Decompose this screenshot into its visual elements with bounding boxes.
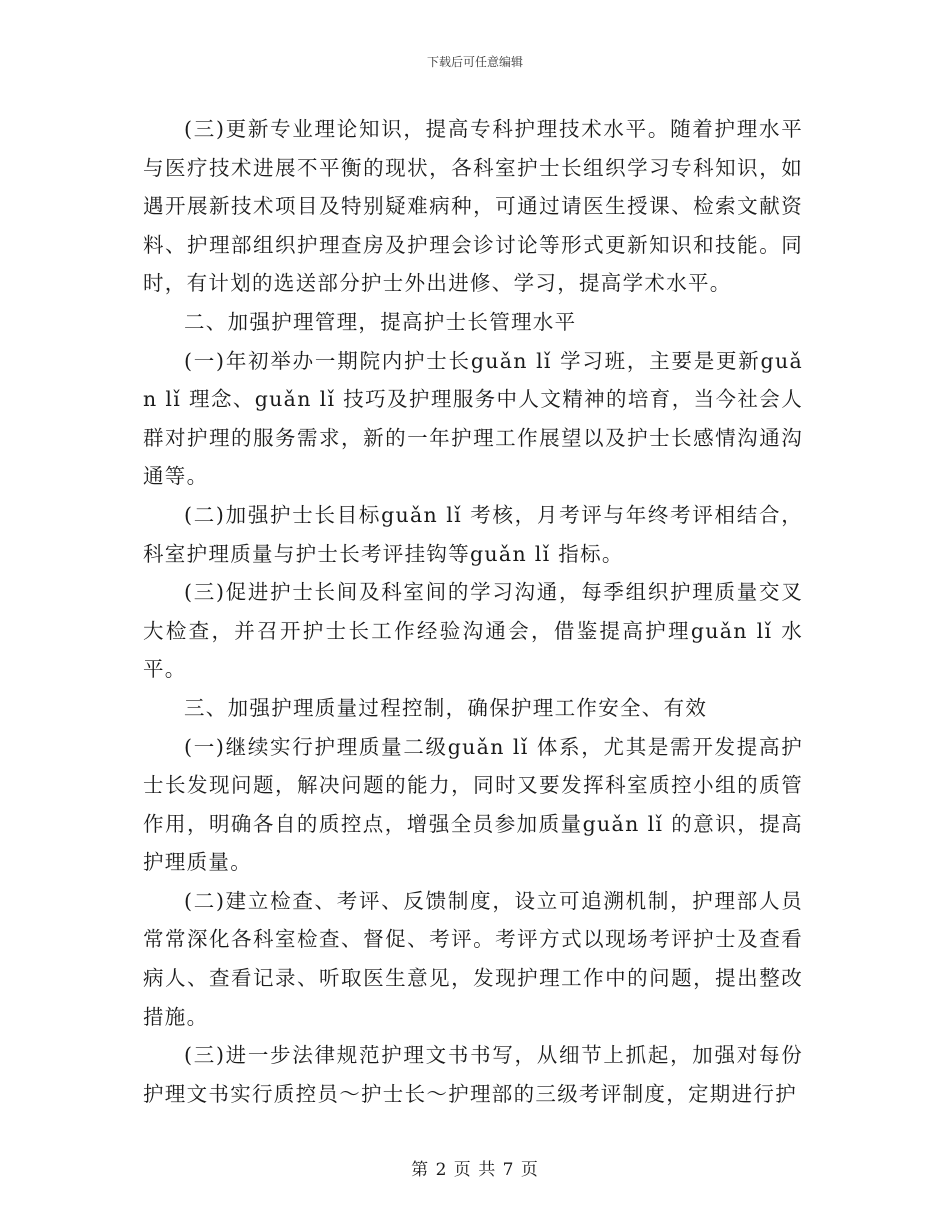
paragraph: (三)更新专业理论知识，提高专科护理技术水平。随着护理水平与医疗技术进展不平衡的现状，各科室护士长组织学习专科知识，如遇开展新技术项目及特别疑难病种，可通过请医生授课、检索文献资料、护理部组织护理查房及护理会诊讨论等形式更新知识和技能。同时，有计划的选送部分护士外出进修、学习，提高学术水平。 [143,117,803,296]
paragraph: (二)加强护士长目标guǎn lǐ 考核，月考评与年终考评相结合，科室护理质量与护士长考评挂钩等guǎn lǐ 指标。 [143,502,803,566]
section-heading: 二、加强护理管理，提高护士长管理水平 [184,309,577,334]
paragraph: (三)进一步法律规范护理文书书写，从细节上抓起，加强对每份护理文书实行质控员～护士长～护理部的三级考评制度，定期进行护 [143,1043,803,1106]
section-heading: 三、加强护理质量过程控制，确保护理工作安全、有效 [184,695,708,720]
paragraph: (三)促进护士长间及科室间的学习沟通，每季组织护理质量交叉大检查，并召开护士长工作经验沟通会，借鉴提高护理guǎn lǐ 水平。 [143,580,803,682]
document-body [143,110,803,1113]
page-footer: 第 2 页 共 7 页 [411,1160,539,1180]
paragraph: (二)建立检查、考评、反馈制度，设立可追溯机制，护理部人员常常深化各科室检查、督促、考评。考评方式以现场考评护士及查看病人、查看记录、听取医生意见，发现护理工作中的问题，提出整改措施。 [143,888,803,1029]
page-header: 下载后可任意编辑 [426,55,523,69]
paragraph: (一)继续实行护理质量二级guǎn lǐ 体系，尤其是需开发提高护士长发现问题，解决问题的能力，同时又要发挥科室质控小组的质管作用，明确各自的质控点，增强全员参加质量guǎn lǐ 的意识，提高护理质量。 [143,734,803,875]
paragraph: (一)年初举办一期院内护士长guǎn lǐ 学习班，主要是更新guǎn lǐ 理念、guǎn lǐ 技巧及护理服务中人文精神的培育，当今社会人群对护理的服务需求，新的一年护理工作展望以及护士长感情沟通沟通等。 [143,348,803,489]
